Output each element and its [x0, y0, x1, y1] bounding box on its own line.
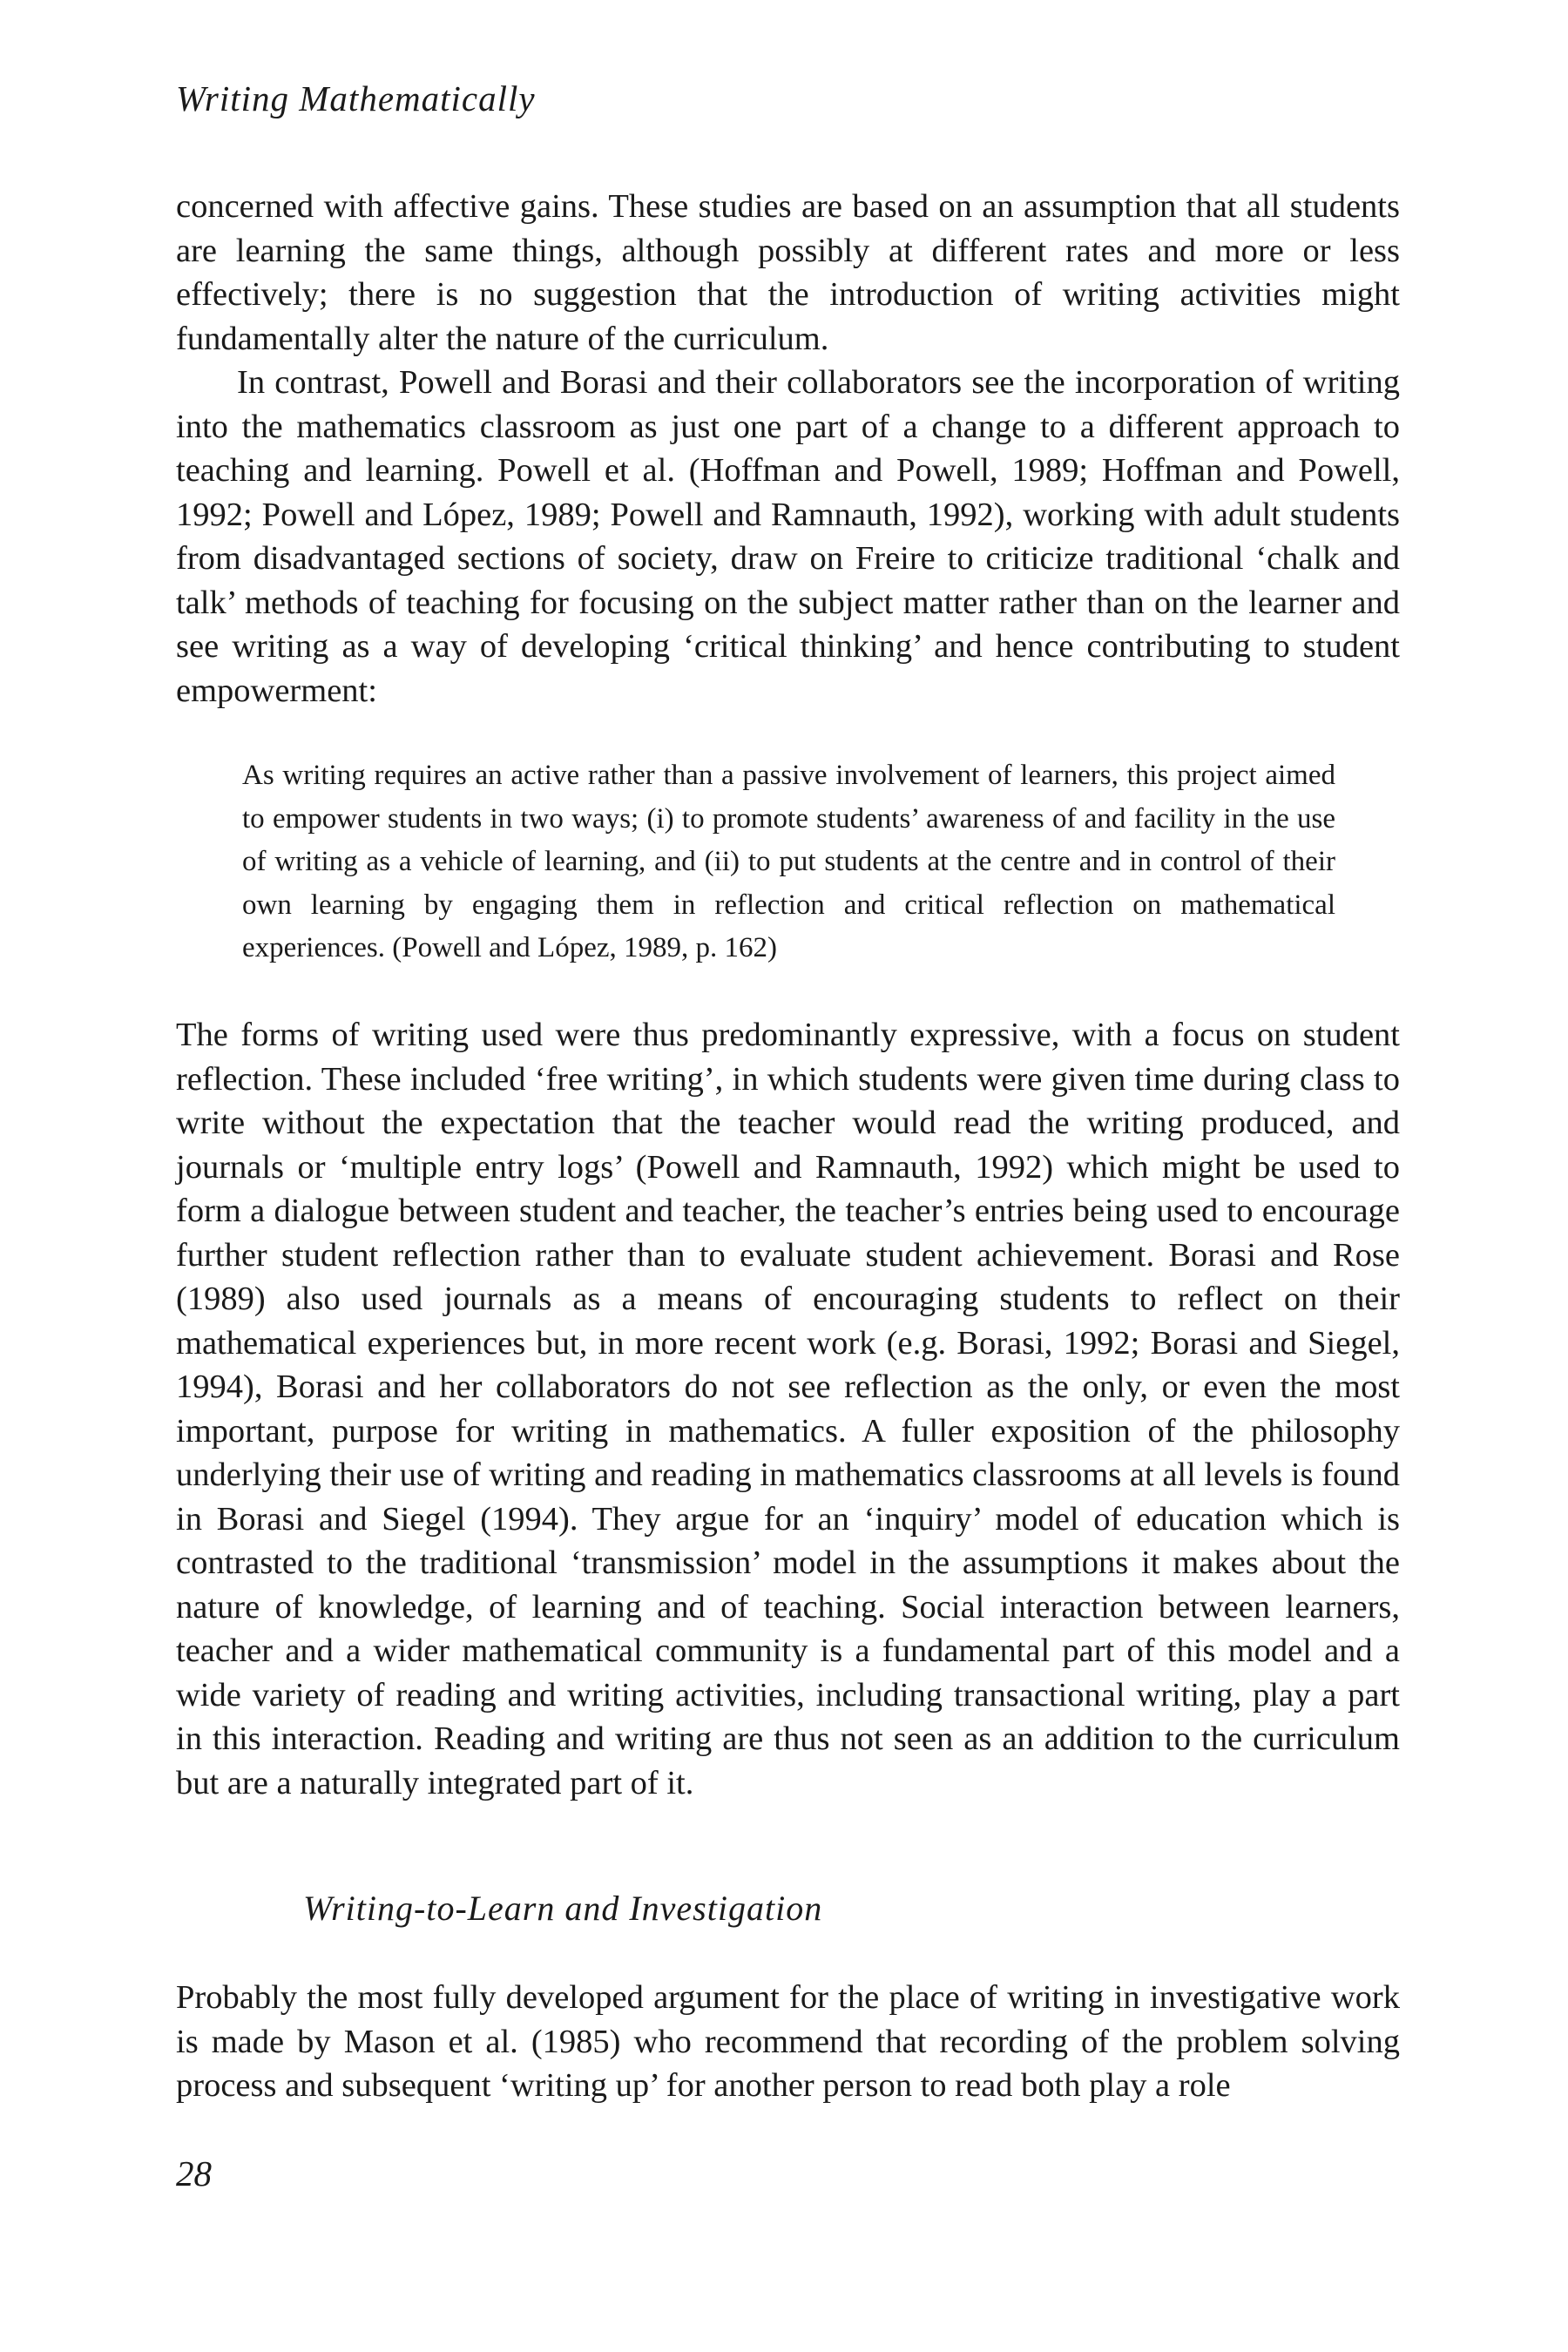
paragraph-investigation: Probably the most fully developed argument for the place of writing in investigative work is made by Mason et al. (1985) who recommend that recording of the problem solving process and subsequent ‘writing up’ for another person to read both play a role: [176, 1979, 1400, 2104]
page-number: 28: [176, 2153, 212, 2193]
paragraph-powell-borasi: In contrast, Powell and Borasi and their collaborators see the incorporation of writing into the mathematics classroom as just one part of a change to a different approach to teaching and learning. Powell et al. (Hoffman and Powell, 1989; Hoffman and Powell, 1992; Powell and López, 1989; Powell and Ramnauth, 1992), working with adult students from disadvantaged sections of society, draw on Freire to criticize traditional ‘chalk and talk’ methods of teaching for focusing on the subject matter rather than on the learner and see writing as a way of developing ‘critical thinking’ and hence contributing to student empowerment:: [176, 364, 1400, 709]
block-quote: As writing requires an active rather than a passive involvement of learners, this project aimed to empower students in two ways; (i) to promote students’ awareness of and facility in the use of writing as a vehicle of learning, and (ii) to put students at the centre and in control of their own learning by engaging them in reflection and critical reflection on mathematical experiences. (Powell and López, 1989, p. 162): [242, 760, 1335, 963]
section-heading: Writing-to-Learn and Investigation: [303, 1889, 823, 1928]
paragraph-continuation: concerned with affective gains. These studies are based on an assumption that all students are learning the same things, although possibly at different rates and more or less effectively; there is no suggestion that the introduction of writing activities might fundamentally alter the nature of the curriculum.: [176, 188, 1400, 357]
running-head: Writing Mathematically: [176, 78, 536, 118]
paragraph-forms-of-writing: The forms of writing used were thus predominantly expressive, with a focus on student reflection. These included ‘free writing’, in which students were given time during class to write without the expectation that the teacher would read the writing produced, and journals or ‘multiple entry logs’ (Powell and Ramnauth, 1992) which might be used to form a dialogue between student and teacher, the teacher’s entries being used to encourage further student reflection rather than to evaluate student achievement. Borasi and Rose (1989) also used journals as a means of encouraging students to reflect on their mathematical experiences but, in more recent work (e.g. Borasi, 1992; Borasi and Siegel, 1994), Borasi and her collaborators do not see reflection as the only, or even the most important, purpose for writing in mathematics. A fuller exposition of the philosophy underlying their use of writing and reading in mathematics classrooms at all levels is found in Borasi and Siegel (1994). They argue for an ‘inquiry’ model of education which is contrasted to the traditional ‘transmission’ model in the assumptions it makes about the nature of knowledge, of learning and of teaching. Social interaction between learners, teacher and a wider mathematical community is a fundamental part of this model and a wide variety of reading and writing activities, including transactional writing, play a part in this interaction. Reading and writing are thus not seen as an addition to the curriculum but are a naturally integrated part of it.: [176, 1017, 1400, 1801]
